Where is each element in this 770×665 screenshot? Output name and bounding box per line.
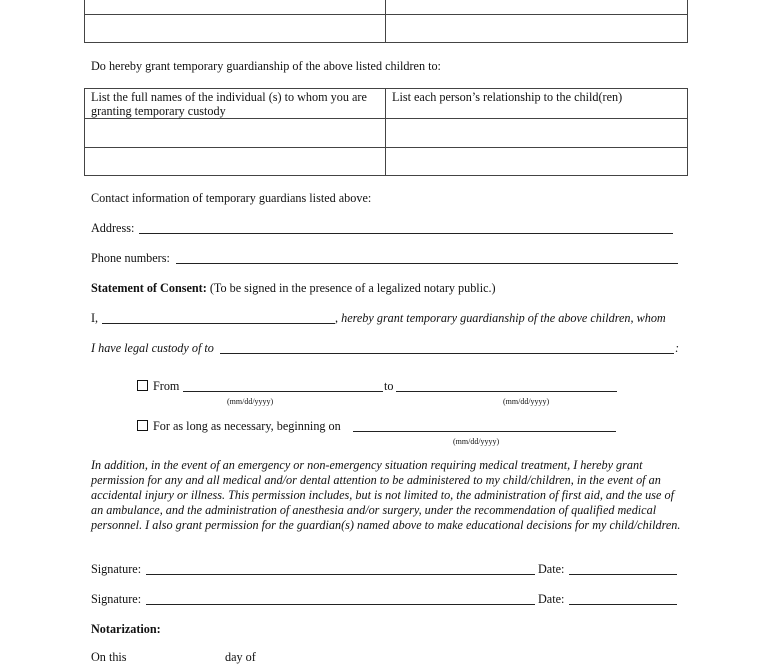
parent-name-field[interactable] — [102, 323, 335, 324]
table-cell[interactable] — [386, 119, 688, 148]
children-table-continuation — [84, 0, 688, 43]
consent-note: (To be signed in the presence of a legalized notary public.) — [206, 281, 496, 295]
long-option — [137, 419, 341, 434]
signature-field-2[interactable] — [146, 604, 535, 605]
date-label-2: Date: — [538, 592, 565, 606]
custody-label: I have legal custody of to — [91, 341, 214, 355]
table-cell[interactable] — [85, 148, 386, 176]
custody-children-field[interactable] — [220, 353, 674, 354]
notarization-heading: Notarization: — [91, 622, 161, 636]
consent-heading: Statement of Consent: — [91, 281, 207, 295]
address-label: Address: — [91, 221, 135, 235]
address-field[interactable] — [139, 233, 673, 234]
grant-sentence: Do hereby grant temporary guardianship of the above listed children to: — [91, 59, 441, 73]
guardian-table — [84, 88, 688, 176]
from-date-format: (mm/dd/yyyy) — [227, 397, 274, 406]
table-cell[interactable] — [85, 15, 386, 43]
from-option — [137, 379, 179, 394]
table-cell[interactable] — [386, 15, 688, 43]
consent-grant-text: , hereby grant temporary guardianship of the above children, whom — [335, 311, 666, 325]
custody-colon: : — [675, 341, 680, 355]
begin-date-format: (mm/dd/yyyy) — [453, 437, 500, 446]
date-label-1: Date: — [538, 562, 565, 576]
table-cell[interactable] — [386, 0, 688, 15]
guardian-table-header-names: List the full names of the individual (s) to whom you are granting temporary custody — [85, 89, 386, 119]
from-date-field[interactable] — [183, 391, 383, 392]
from-label: From — [153, 379, 180, 393]
i-label: I, — [91, 311, 99, 325]
date-field-1[interactable] — [569, 574, 677, 575]
table-cell[interactable] — [85, 119, 386, 148]
table-cell[interactable] — [85, 0, 386, 15]
long-checkbox[interactable] — [137, 420, 148, 431]
guardian-table-header-relationship: List each person’s relationship to the child(ren) — [386, 89, 688, 119]
contact-heading: Contact information of temporary guardians listed above: — [91, 191, 372, 205]
medical-permission-paragraph: In addition, in the event of an emergency or non-emergency situation requiring medical treatment, I hereby grant permission for any and all medical and/or dental attention to be administered to my child/children, in the event of an accidental injury or illness. This permission includes, but is not limited to, the administration of first aid, and the use of an ambulance, and the administration of anesthesia and/or surgery, under the recommendation of qualified medical personnel. I also grant permission for the guardian(s) named above to make educational decisions for my child/children. — [91, 458, 681, 532]
notary-on-this: On this — [91, 650, 127, 664]
to-label: to — [384, 379, 394, 393]
table-cell[interactable] — [386, 148, 688, 176]
signature-label-1: Signature: — [91, 562, 142, 576]
notary-day-of: day of — [225, 650, 256, 664]
long-label: For as long as necessary, beginning on — [153, 419, 341, 433]
to-date-field[interactable] — [396, 391, 617, 392]
consent-statement — [91, 281, 496, 296]
phone-field[interactable] — [176, 263, 678, 264]
from-checkbox[interactable] — [137, 380, 148, 391]
date-field-2[interactable] — [569, 604, 677, 605]
to-date-format: (mm/dd/yyyy) — [503, 397, 550, 406]
begin-date-field[interactable] — [353, 431, 616, 432]
phone-label: Phone numbers: — [91, 251, 170, 265]
signature-label-2: Signature: — [91, 592, 142, 606]
signature-field-1[interactable] — [146, 574, 535, 575]
